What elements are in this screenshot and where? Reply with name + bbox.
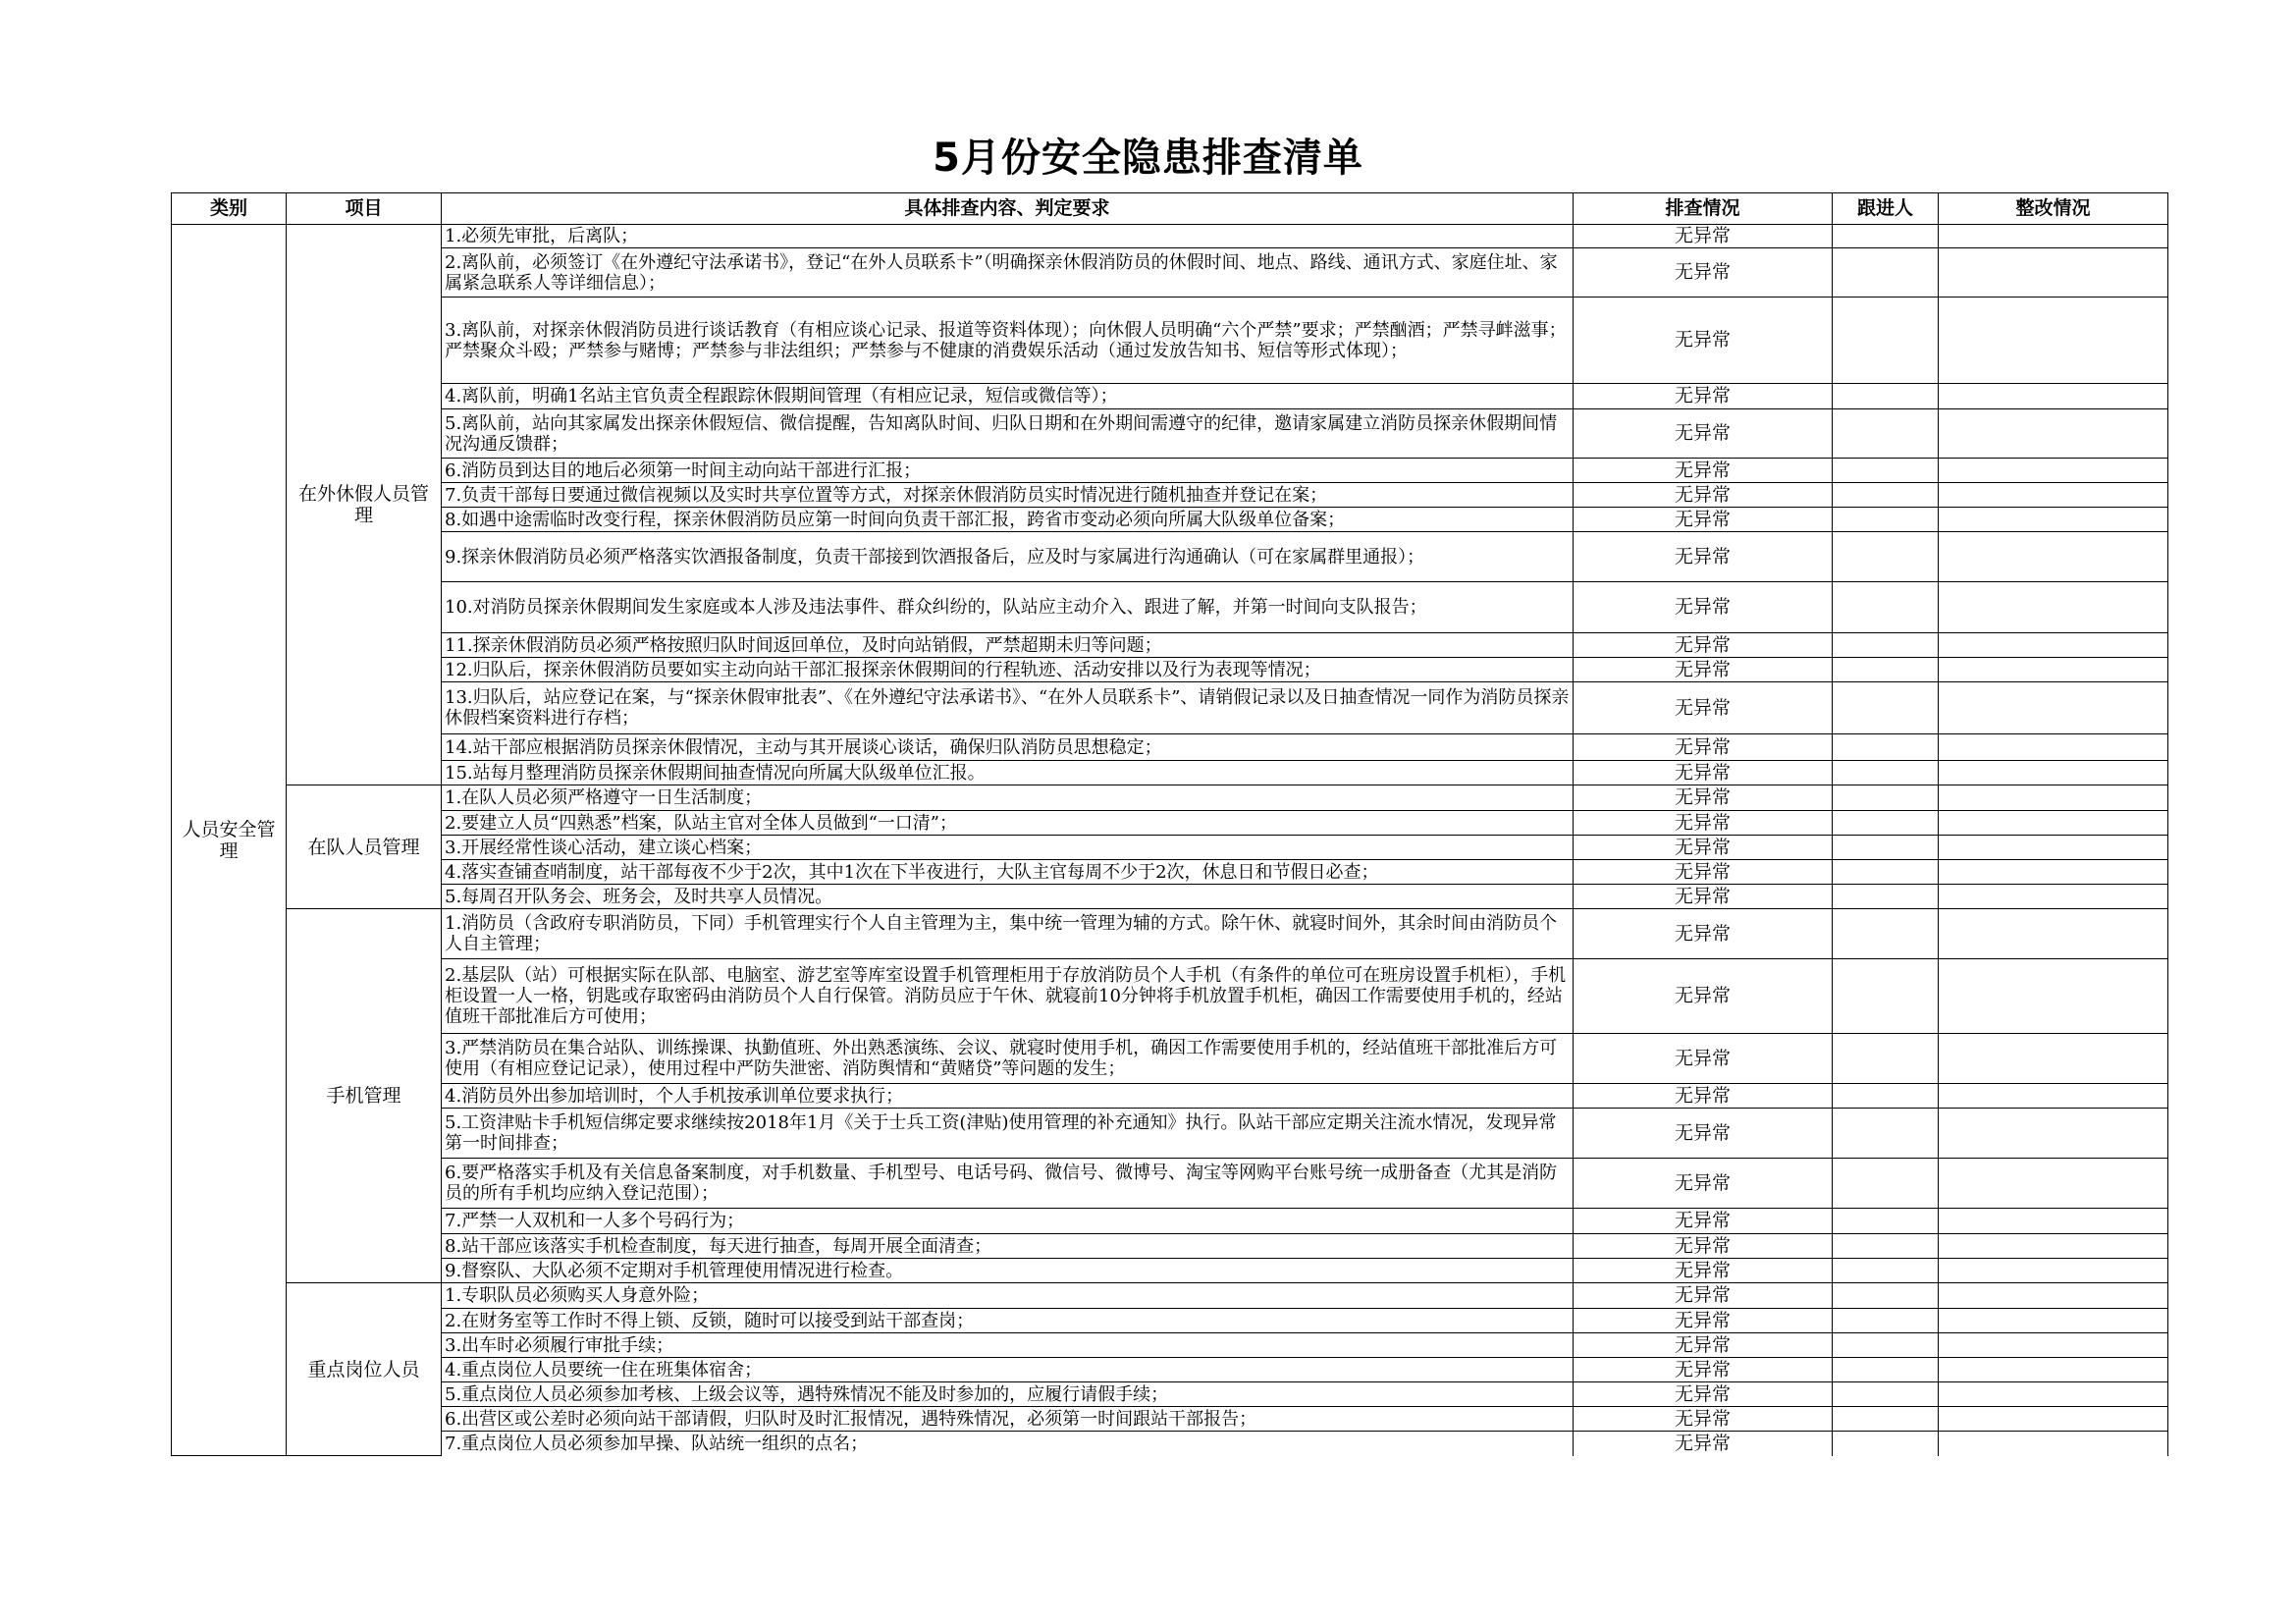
rectification-cell xyxy=(1939,483,2168,508)
table-row xyxy=(172,1084,2168,1109)
content-cell: 3.离队前，对探亲休假消防员进行谈话教育（有相应谈心记录、报道等资料体现）；向休假人员明确“六个严禁”要求；严禁酗酒；严禁寻衅滋事；严禁聚众斗殴；严禁参与赌博；严禁参与非法组织；严禁参与不健康的消费娱乐活动（通过发放告知书、短信等形式体现）； xyxy=(442,298,1574,384)
content-cell: 2.基层队（站）可根据实际在队部、电脑室、游艺室等库室设置手机管理柜用于存放消防员个人手机（有条件的单位可在班房设置手机柜），手机柜设置一人一格，钥匙或存取密码由消防员个人自行保管。消防员应于午休、就寝前10分钟将手机放置手机柜，确因工作需要使用手机的，经站值班干部批准后方可使用； xyxy=(442,959,1574,1034)
table-row xyxy=(172,658,2168,682)
follower-cell xyxy=(1833,1407,1939,1432)
rectification-cell xyxy=(1939,1034,2168,1084)
table-row xyxy=(172,483,2168,508)
table-row xyxy=(172,225,2168,248)
follower-cell xyxy=(1833,658,1939,682)
item-cell: 在外休假人员管理 xyxy=(287,225,442,785)
table-row xyxy=(172,1209,2168,1234)
content-cell: 1.消防员（含政府专职消防员，下同）手机管理实行个人自主管理为主，集中统一管理为辅的方式。除午休、就寝时间外，其余时间由消防员个人自主管理； xyxy=(442,909,1574,959)
content-cell: 11.探亲休假消防员必须严格按照归队时间返回单位，及时向站销假，严禁超期未归等问题； xyxy=(442,633,1574,658)
status-cell: 无异常 xyxy=(1574,459,1833,483)
rectification-cell xyxy=(1939,582,2168,633)
follower-cell xyxy=(1833,532,1939,582)
table-row xyxy=(172,836,2168,860)
status-cell: 无异常 xyxy=(1574,1432,1833,1456)
content-cell: 2.要建立人员“四熟悉”档案，队站主官对全体人员做到“一口清”； xyxy=(442,811,1574,836)
item-cell: 手机管理 xyxy=(287,909,442,1283)
status-cell: 无异常 xyxy=(1574,384,1833,409)
rectification-cell xyxy=(1939,384,2168,409)
table-row xyxy=(172,1109,2168,1159)
content-cell: 7.重点岗位人员必须参加早操、队站统一组织的点名； xyxy=(442,1432,1574,1456)
table-row xyxy=(172,1432,2168,1456)
rectification-cell xyxy=(1939,1084,2168,1109)
follower-cell xyxy=(1833,1333,1939,1358)
rectification-cell xyxy=(1939,959,2168,1034)
status-cell: 无异常 xyxy=(1574,298,1833,384)
item-cell: 重点岗位人员 xyxy=(287,1283,442,1456)
content-cell: 2.离队前，必须签订《在外遵纪守法承诺书》，登记“在外人员联系卡”（明确探亲休假消防员的休假时间、地点、路线、通讯方式、家庭住址、家属紧急联系人等详细信息）； xyxy=(442,248,1574,298)
status-cell: 无异常 xyxy=(1574,1109,1833,1159)
follower-cell xyxy=(1833,459,1939,483)
content-cell: 1.必须先审批，后离队； xyxy=(442,225,1574,248)
status-cell: 无异常 xyxy=(1574,959,1833,1034)
content-cell: 3.出车时必须履行审批手续； xyxy=(442,1333,1574,1358)
rectification-cell xyxy=(1939,909,2168,959)
rectification-cell xyxy=(1939,785,2168,811)
content-cell: 5.工资津贴卡手机短信绑定要求继续按2018年1月《关于士兵工资(津贴)使用管理的补充通知》执行。队站干部应定期关注流水情况，发现异常第一时间排查； xyxy=(442,1109,1574,1159)
content-cell: 7.负责干部每日要通过微信视频以及实时共享位置等方式，对探亲休假消防员实时情况进行随机抽查并登记在案； xyxy=(442,483,1574,508)
content-cell: 12.归队后，探亲休假消防员要如实主动向站干部汇报探亲休假期间的行程轨迹、活动安排以及行为表现等情况； xyxy=(442,658,1574,682)
rectification-cell xyxy=(1939,225,2168,248)
follower-cell xyxy=(1833,1309,1939,1333)
status-cell: 无异常 xyxy=(1574,682,1833,734)
status-cell: 无异常 xyxy=(1574,909,1833,959)
content-cell: 4.重点岗位人员要统一住在班集体宿舍； xyxy=(442,1358,1574,1382)
item-cell: 在队人员管理 xyxy=(287,785,442,909)
status-cell: 无异常 xyxy=(1574,1234,1833,1259)
header-category: 类别 xyxy=(172,193,287,225)
status-cell: 无异常 xyxy=(1574,1358,1833,1382)
table-row xyxy=(172,582,2168,633)
follower-cell xyxy=(1833,508,1939,532)
rectification-cell xyxy=(1939,1209,2168,1234)
status-cell: 无异常 xyxy=(1574,785,1833,811)
follower-cell xyxy=(1833,1159,1939,1209)
table-row xyxy=(172,1382,2168,1407)
status-cell: 无异常 xyxy=(1574,633,1833,658)
category-cell: 人员安全管理 xyxy=(172,225,287,1456)
status-cell: 无异常 xyxy=(1574,409,1833,459)
follower-cell xyxy=(1833,225,1939,248)
table-row xyxy=(172,633,2168,658)
rectification-cell xyxy=(1939,1333,2168,1358)
content-cell: 9.探亲休假消防员必须严格落实饮酒报备制度，负责干部接到饮酒报备后，应及时与家属进行沟通确认（可在家属群里通报）； xyxy=(442,532,1574,582)
content-cell: 4.离队前，明确1名站主官负责全程跟踪休假期间管理（有相应记录，短信或微信等）； xyxy=(442,384,1574,409)
content-cell: 6.出营区或公差时必须向站干部请假，归队时及时汇报情况，遇特殊情况，必须第一时间跟站干部报告； xyxy=(442,1407,1574,1432)
follower-cell xyxy=(1833,682,1939,734)
status-cell: 无异常 xyxy=(1574,1283,1833,1309)
status-cell: 无异常 xyxy=(1574,1209,1833,1234)
status-cell: 无异常 xyxy=(1574,225,1833,248)
rectification-cell xyxy=(1939,836,2168,860)
content-cell: 8.站干部应该落实手机检查制度，每天进行抽查，每周开展全面清查； xyxy=(442,1234,1574,1259)
rectification-cell xyxy=(1939,508,2168,532)
content-cell: 14.站干部应根据消防员探亲休假情况，主动与其开展谈心谈话，确保归队消防员思想稳定； xyxy=(442,734,1574,761)
table-row xyxy=(172,682,2168,734)
table-row xyxy=(172,248,2168,298)
table-row xyxy=(172,761,2168,785)
status-cell: 无异常 xyxy=(1574,483,1833,508)
follower-cell xyxy=(1833,1034,1939,1084)
content-cell: 4.消防员外出参加培训时，个人手机按承训单位要求执行； xyxy=(442,1084,1574,1109)
rectification-cell xyxy=(1939,1382,2168,1407)
table-row xyxy=(172,1283,2168,1309)
status-cell: 无异常 xyxy=(1574,885,1833,909)
follower-cell xyxy=(1833,734,1939,761)
content-cell: 1.在队人员必须严格遵守一日生活制度； xyxy=(442,785,1574,811)
table-row xyxy=(172,860,2168,885)
rectification-cell xyxy=(1939,860,2168,885)
status-cell: 无异常 xyxy=(1574,860,1833,885)
follower-cell xyxy=(1833,1358,1939,1382)
table-row xyxy=(172,734,2168,761)
content-cell: 9.督察队、大队必须不定期对手机管理使用情况进行检查。 xyxy=(442,1259,1574,1283)
follower-cell xyxy=(1833,1432,1939,1456)
content-cell: 4.落实查铺查哨制度，站干部每夜不少于2次，其中1次在下半夜进行，大队主官每周不少于2次，休息日和节假日必查； xyxy=(442,860,1574,885)
content-cell: 1.专职队员必须购买人身意外险； xyxy=(442,1283,1574,1309)
status-cell: 无异常 xyxy=(1574,658,1833,682)
status-cell: 无异常 xyxy=(1574,836,1833,860)
table-body xyxy=(172,225,2168,1456)
table-row xyxy=(172,785,2168,811)
follower-cell xyxy=(1833,483,1939,508)
content-cell: 2.在财务室等工作时不得上锁、反锁，随时可以接受到站干部查岗； xyxy=(442,1309,1574,1333)
status-cell: 无异常 xyxy=(1574,1382,1833,1407)
status-cell: 无异常 xyxy=(1574,1034,1833,1084)
rectification-cell xyxy=(1939,1358,2168,1382)
rectification-cell xyxy=(1939,1407,2168,1432)
follower-cell xyxy=(1833,582,1939,633)
rectification-cell xyxy=(1939,1283,2168,1309)
rectification-cell xyxy=(1939,811,2168,836)
table-row xyxy=(172,384,2168,409)
table-row xyxy=(172,1034,2168,1084)
rectification-cell xyxy=(1939,1109,2168,1159)
status-cell: 无异常 xyxy=(1574,1309,1833,1333)
rectification-cell xyxy=(1939,734,2168,761)
status-cell: 无异常 xyxy=(1574,1407,1833,1432)
follower-cell xyxy=(1833,248,1939,298)
follower-cell xyxy=(1833,298,1939,384)
rectification-cell xyxy=(1939,298,2168,384)
rectification-cell xyxy=(1939,885,2168,909)
status-cell: 无异常 xyxy=(1574,532,1833,582)
rectification-cell xyxy=(1939,658,2168,682)
header-follower: 跟进人 xyxy=(1833,193,1939,225)
content-cell: 5.重点岗位人员必须参加考核、上级会议等，遇特殊情况不能及时参加的，应履行请假手续； xyxy=(442,1382,1574,1407)
table-row xyxy=(172,1333,2168,1358)
rectification-cell xyxy=(1939,1259,2168,1283)
header-item: 项目 xyxy=(287,193,442,225)
follower-cell xyxy=(1833,1283,1939,1309)
content-cell: 7.严禁一人双机和一人多个号码行为； xyxy=(442,1209,1574,1234)
follower-cell xyxy=(1833,1209,1939,1234)
rectification-cell xyxy=(1939,1234,2168,1259)
header-content: 具体排查内容、判定要求 xyxy=(442,193,1574,225)
rectification-cell xyxy=(1939,633,2168,658)
rectification-cell xyxy=(1939,1432,2168,1456)
rectification-cell xyxy=(1939,248,2168,298)
content-cell: 6.消防员到达目的地后必须第一时间主动向站干部进行汇报； xyxy=(442,459,1574,483)
rectification-cell xyxy=(1939,532,2168,582)
follower-cell xyxy=(1833,1234,1939,1259)
content-cell: 13.归队后，站应登记在案，与“探亲休假审批表”、《在外遵纪守法承诺书》、“在外人员联系卡”、请销假记录以及日抽查情况一同作为消防员探亲休假档案资料进行存档； xyxy=(442,682,1574,734)
rectification-cell xyxy=(1939,682,2168,734)
status-cell: 无异常 xyxy=(1574,508,1833,532)
document-title: 5月份安全隐患排查清单 xyxy=(933,135,1363,181)
status-cell: 无异常 xyxy=(1574,761,1833,785)
status-cell: 无异常 xyxy=(1574,734,1833,761)
follower-cell xyxy=(1833,959,1939,1034)
follower-cell xyxy=(1833,811,1939,836)
status-cell: 无异常 xyxy=(1574,1259,1833,1283)
table-row xyxy=(172,1407,2168,1432)
table-row xyxy=(172,811,2168,836)
table-row xyxy=(172,909,2168,959)
rectification-cell xyxy=(1939,459,2168,483)
follower-cell xyxy=(1833,1259,1939,1283)
table-row xyxy=(172,959,2168,1034)
status-cell: 无异常 xyxy=(1574,1159,1833,1209)
table-row xyxy=(172,885,2168,909)
rectification-cell xyxy=(1939,761,2168,785)
status-cell: 无异常 xyxy=(1574,248,1833,298)
status-cell: 无异常 xyxy=(1574,582,1833,633)
table-row xyxy=(172,1234,2168,1259)
status-cell: 无异常 xyxy=(1574,1084,1833,1109)
rectification-cell xyxy=(1939,1159,2168,1209)
follower-cell xyxy=(1833,1084,1939,1109)
table-row xyxy=(172,532,2168,582)
header-rectification: 整改情况 xyxy=(1939,193,2168,225)
follower-cell xyxy=(1833,885,1939,909)
table-row xyxy=(172,1309,2168,1333)
follower-cell xyxy=(1833,409,1939,459)
follower-cell xyxy=(1833,633,1939,658)
status-cell: 无异常 xyxy=(1574,1333,1833,1358)
table-row xyxy=(172,298,2168,384)
content-cell: 10.对消防员探亲休假期间发生家庭或本人涉及违法事件、群众纠纷的，队站应主动介入、跟进了解，并第一时间向支队报告； xyxy=(442,582,1574,633)
table-row xyxy=(172,459,2168,483)
follower-cell xyxy=(1833,1382,1939,1407)
follower-cell xyxy=(1833,909,1939,959)
follower-cell xyxy=(1833,860,1939,885)
header-status: 排查情况 xyxy=(1574,193,1833,225)
table-row xyxy=(172,1159,2168,1209)
follower-cell xyxy=(1833,384,1939,409)
table-row xyxy=(172,1259,2168,1283)
content-cell: 8.如遇中途需临时改变行程，探亲休假消防员应第一时间向负责干部汇报，跨省市变动必须向所属大队级单位备案； xyxy=(442,508,1574,532)
follower-cell xyxy=(1833,1109,1939,1159)
follower-cell xyxy=(1833,761,1939,785)
content-cell: 15.站每月整理消防员探亲休假期间抽查情况向所属大队级单位汇报。 xyxy=(442,761,1574,785)
content-cell: 3.开展经常性谈心活动，建立谈心档案； xyxy=(442,836,1574,860)
table-row xyxy=(172,508,2168,532)
table-row xyxy=(172,1358,2168,1382)
content-cell: 5.每周召开队务会、班务会，及时共享人员情况。 xyxy=(442,885,1574,909)
rectification-cell xyxy=(1939,1309,2168,1333)
content-cell: 5.离队前，站向其家属发出探亲休假短信、微信提醒，告知离队时间、归队日期和在外期间需遵守的纪律，邀请家属建立消防员探亲休假期间情况沟通反馈群； xyxy=(442,409,1574,459)
inspection-table xyxy=(171,192,2168,1456)
content-cell: 3.严禁消防员在集合站队、训练操课、执勤值班、外出熟悉演练、会议、就寝时使用手机，确因工作需要使用手机的，经站值班干部批准后方可使用（有相应登记记录），使用过程中严防失泄密、消防舆情和“黄赌贷”等问题的发生； xyxy=(442,1034,1574,1084)
follower-cell xyxy=(1833,785,1939,811)
table-row xyxy=(172,409,2168,459)
rectification-cell xyxy=(1939,409,2168,459)
status-cell: 无异常 xyxy=(1574,811,1833,836)
follower-cell xyxy=(1833,836,1939,860)
header-row xyxy=(172,193,2168,225)
content-cell: 6.要严格落实手机及有关信息备案制度，对手机数量、手机型号、电话号码、微信号、微博号、淘宝等网购平台账号统一成册备查（尤其是消防员的所有手机均应纳入登记范围）； xyxy=(442,1159,1574,1209)
